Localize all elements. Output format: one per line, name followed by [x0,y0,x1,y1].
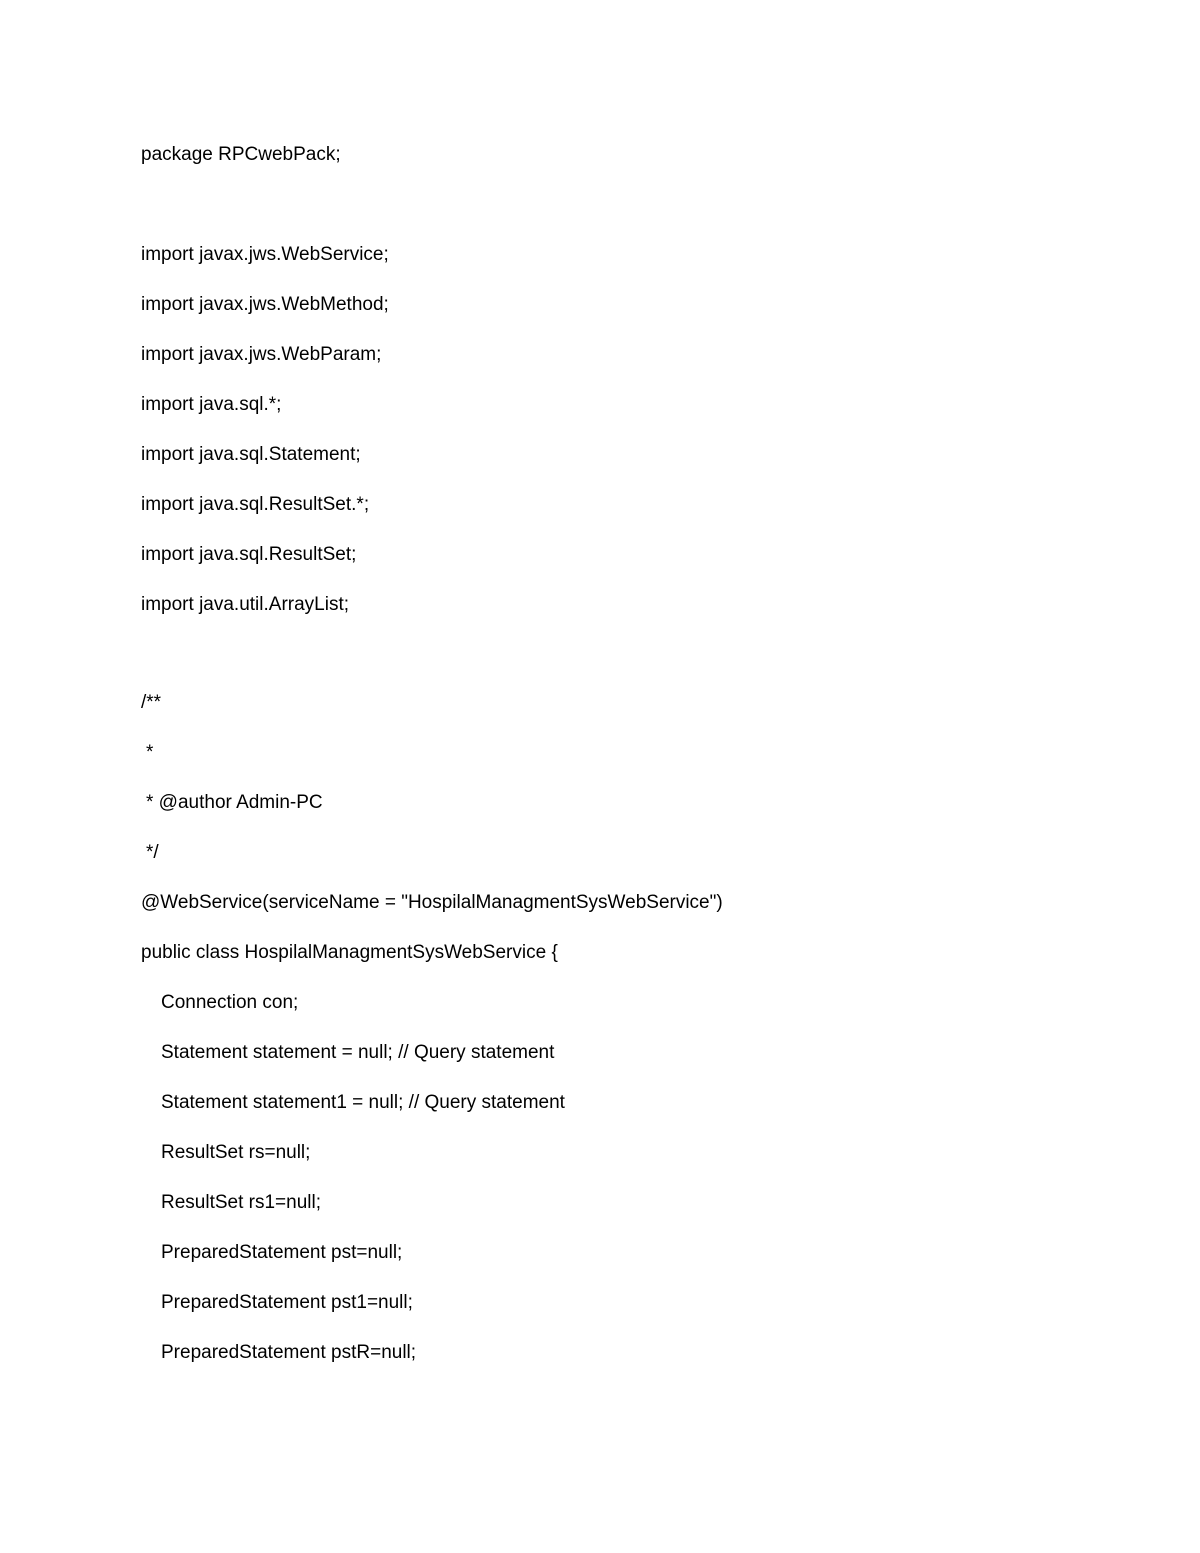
comment-author-line: * @author Admin-PC [146,792,323,813]
field-line: Connection con; [161,992,299,1013]
annotation-line: @WebService(serviceName = "HospilalManagmentSysWebService") [141,892,723,913]
package-line: package RPCwebPack; [141,144,341,165]
field-line: Statement statement1 = null; // Query statement [161,1092,565,1113]
field-line: ResultSet rs1=null; [161,1192,321,1213]
field-line: Statement statement = null; // Query statement [161,1042,555,1063]
field-line: ResultSet rs=null; [161,1142,311,1163]
import-line: import java.util.ArrayList; [141,594,350,615]
comment-line: * [146,742,154,763]
class-declaration-line: public class HospilalManagmentSysWebService { [141,942,558,963]
import-line: import javax.jws.WebService; [141,244,389,265]
field-line: PreparedStatement pst=null; [161,1242,403,1263]
field-line: PreparedStatement pst1=null; [161,1292,413,1313]
comment-line: */ [146,842,159,863]
import-line: import java.sql.ResultSet.*; [141,494,370,515]
import-line: import javax.jws.WebParam; [141,344,382,365]
import-line: import java.sql.*; [141,394,282,415]
import-line: import java.sql.Statement; [141,444,361,465]
import-line: import java.sql.ResultSet; [141,544,357,565]
comment-line: /** [141,692,162,713]
field-line: PreparedStatement pstR=null; [161,1342,417,1363]
import-line: import javax.jws.WebMethod; [141,294,389,315]
